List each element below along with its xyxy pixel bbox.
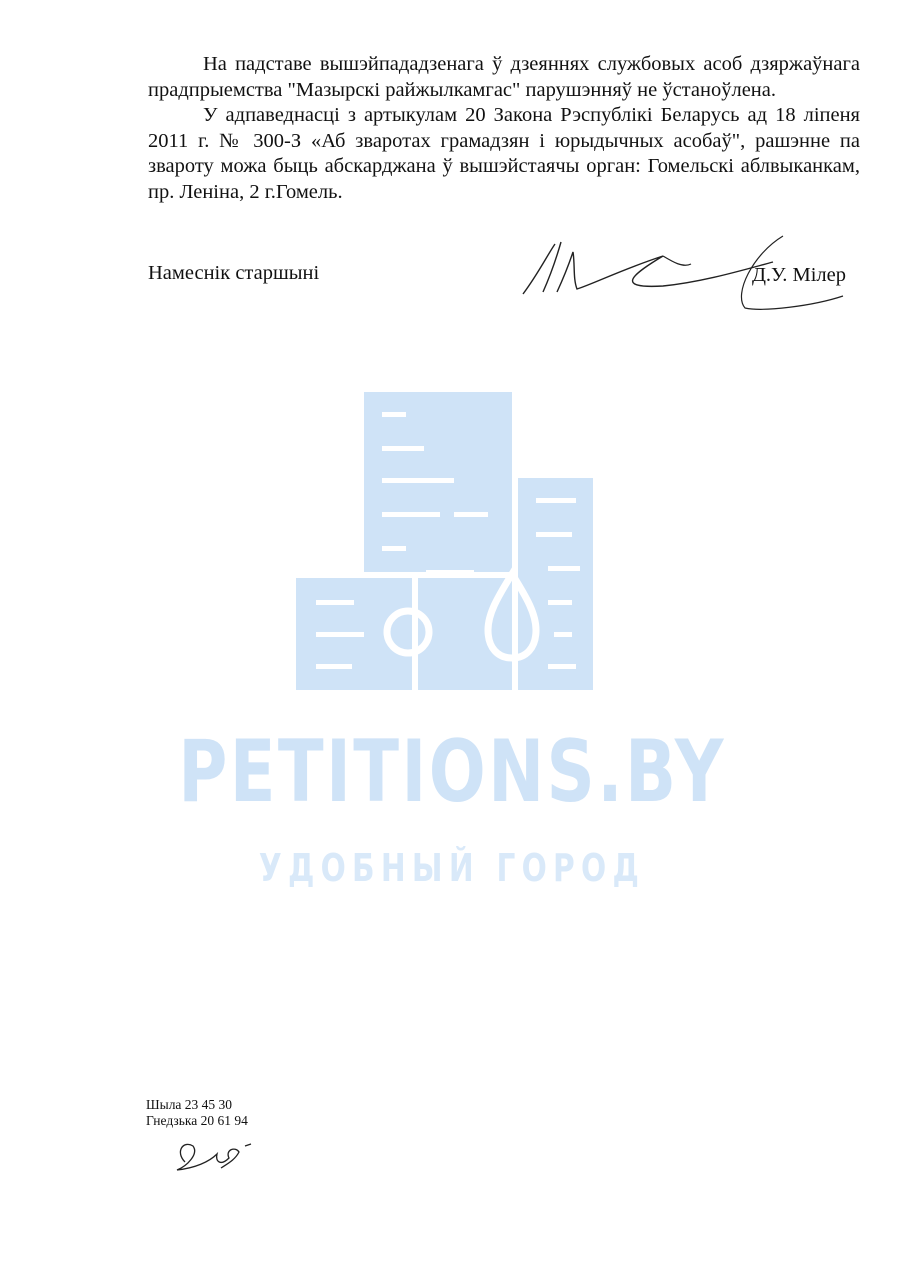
watermark-slogan: УДОБНЫЙ ГОРОД [258,846,646,890]
signer-name: Д.У. Мілер [751,264,846,286]
footer-contact-1: Шыла 23 45 30 [146,1097,233,1112]
footer-contact-2: Гнедзька 20 61 94 [146,1113,248,1128]
initials-signature-icon [165,1132,255,1177]
letter-body [148,52,860,205]
paragraph-conclusion: На падставе вышэйпададзенага ў дзеяннях службовых асоб дзяржаўнага прадпрыемства "Мазырскі райжылкамгас" парушэнняў не ўстаноўлена. [148,53,860,101]
watermark-site-name: PETITIONS.BY [178,722,726,822]
signature-block [148,262,860,302]
paragraph-appeal: У адпаведнасці з артыкулам 20 Закона Рэспублікі Беларусь ад 18 ліпеня 2011 г. № 300-З «Аб зваротах грамадзян і юрыдычных асобаў", рашэнне па звароту можа быць абскарджана ў вышэйстаячы орган: Гомельскі аблвыканкам, пр. Леніна, 2 г.Гомель. [148,104,860,203]
position-title: Намеснік старшыні [148,262,320,284]
footer-contacts [146,1097,248,1129]
